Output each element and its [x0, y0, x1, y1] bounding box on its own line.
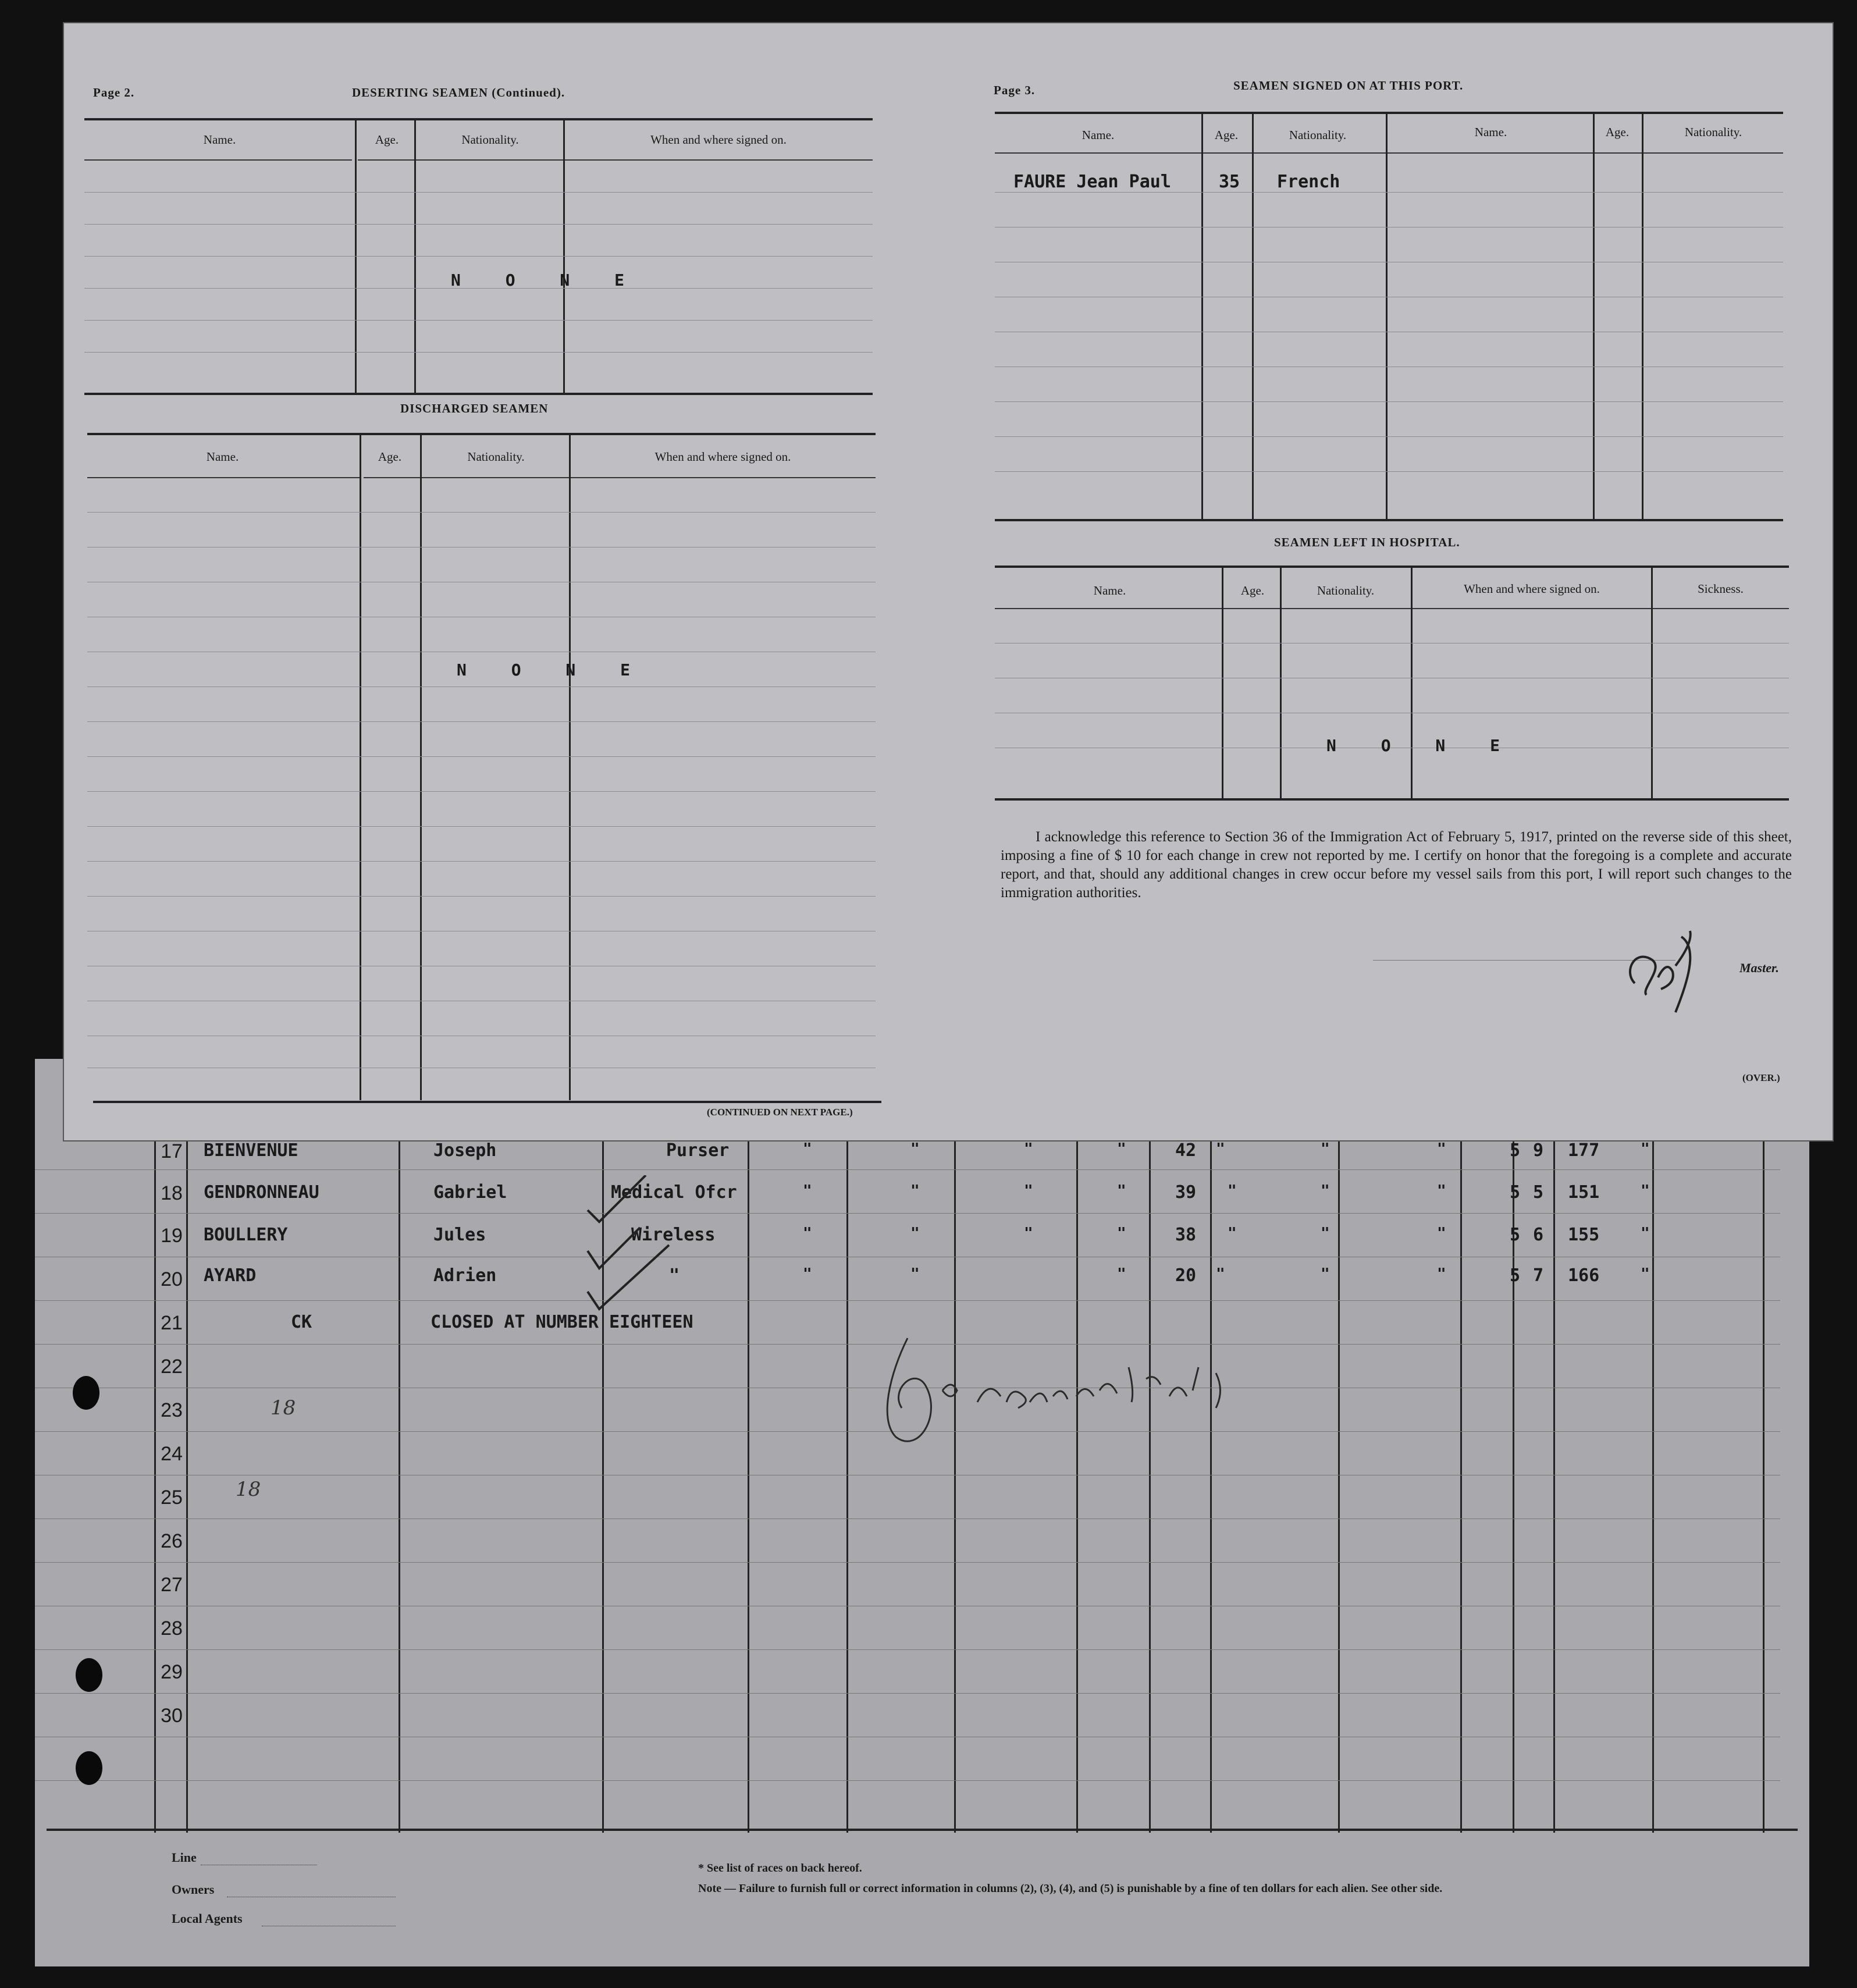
column-rule: [1652, 1059, 1654, 1833]
ditto-mark: ": [1641, 1140, 1650, 1158]
column-rule: [846, 1059, 848, 1833]
row-number: 26: [161, 1530, 183, 1552]
ditto-mark: ": [1216, 1140, 1225, 1158]
inspector-signature: [855, 1303, 1292, 1454]
binder-hole: [76, 1751, 102, 1785]
signed-on-nationality: French: [1277, 172, 1340, 192]
ditto-mark: ": [1117, 1265, 1126, 1283]
ditto-mark: ": [1641, 1182, 1650, 1200]
line-label: Line: [172, 1850, 197, 1865]
row-number: 18: [161, 1182, 183, 1204]
column-rule: [1763, 1059, 1764, 1833]
ditto-mark: ": [803, 1182, 812, 1200]
check-marks: [576, 1175, 721, 1315]
col-header-nationality: Nationality.: [1317, 584, 1375, 598]
given-name-cell: Adrien: [433, 1265, 497, 1286]
col-header-age-2: Age.: [1605, 125, 1630, 139]
col-header-signed-on: When and where signed on.: [654, 450, 791, 464]
ditto-mark: ": [910, 1225, 920, 1242]
age-cell: 39: [1175, 1182, 1197, 1203]
column-rule: [1460, 1059, 1462, 1833]
col-header-name: Name.: [203, 133, 236, 147]
height-inches-cell: 9: [1533, 1140, 1544, 1161]
ditto-mark: ": [1321, 1265, 1330, 1283]
closed-mark: CK: [291, 1312, 312, 1332]
discharged-none: N O N E: [457, 660, 648, 680]
given-name-cell: Gabriel: [433, 1182, 507, 1203]
row-number: 24: [161, 1443, 183, 1465]
ditto-mark: ": [1117, 1182, 1126, 1200]
height-feet-cell: 5: [1510, 1225, 1521, 1245]
ditto-mark: ": [1228, 1182, 1237, 1200]
ditto-mark: ": [910, 1265, 920, 1283]
col-header-name: Name.: [206, 450, 239, 464]
ditto-mark: ": [1024, 1225, 1033, 1242]
discharged-seamen-title: DISCHARGED SEAMEN: [400, 401, 549, 415]
deserting-none: N O N E: [451, 271, 642, 290]
col-header-name: Name.: [1093, 584, 1126, 598]
row-number: 21: [161, 1312, 183, 1334]
height-inches-cell: 6: [1533, 1225, 1544, 1245]
row-number: 28: [161, 1617, 183, 1640]
age-cell: 38: [1175, 1225, 1197, 1245]
col-header-age: Age.: [1240, 584, 1265, 598]
column-rule: [1338, 1059, 1340, 1833]
position-cell: Purser: [666, 1140, 730, 1161]
local-agents-label: Local Agents: [172, 1911, 243, 1926]
col-header-age: Age.: [375, 133, 399, 147]
surname-cell: BIENVENUE: [204, 1140, 298, 1161]
column-rule: [399, 1059, 400, 1833]
row-number: 27: [161, 1574, 183, 1596]
closed-note: CLOSED AT NUMBER EIGHTEEN: [431, 1312, 693, 1332]
height-feet-cell: 5: [1510, 1140, 1521, 1161]
position-cell: ": [669, 1265, 680, 1286]
ditto-mark: ": [1321, 1182, 1330, 1200]
col-header-nationality: Nationality.: [467, 450, 525, 464]
row-number: 29: [161, 1661, 183, 1683]
ditto-mark: ": [1321, 1225, 1330, 1242]
ditto-mark: ": [803, 1225, 812, 1242]
row-number: 17: [161, 1140, 183, 1162]
margin-note: 18: [271, 1396, 296, 1420]
column-rule: [1553, 1059, 1555, 1833]
binder-hole: [73, 1376, 99, 1410]
position-cell: Medical Ofcr: [611, 1182, 737, 1203]
height-inches-cell: 5: [1533, 1182, 1544, 1203]
position-cell: Wireless: [631, 1225, 716, 1245]
weight-cell: 166: [1568, 1265, 1600, 1286]
races-note: * See list of races on back hereof.: [698, 1862, 862, 1875]
ditto-mark: ": [1228, 1225, 1237, 1242]
ditto-mark: ": [1437, 1182, 1446, 1200]
ditto-mark: ": [1117, 1225, 1126, 1242]
row-number: 19: [161, 1225, 183, 1247]
weight-cell: 155: [1568, 1225, 1600, 1245]
ditto-mark: ": [910, 1182, 920, 1200]
ditto-mark: ": [1024, 1182, 1033, 1200]
page-3-label: Page 3.: [994, 83, 1036, 97]
signed-on-age: 35: [1219, 172, 1240, 192]
row-number: 25: [161, 1486, 183, 1509]
col-header-name-2: Name.: [1474, 125, 1507, 139]
manifest-overlay-sheet: [64, 23, 1833, 1140]
ditto-mark: ": [1117, 1140, 1126, 1158]
given-name-cell: Joseph: [433, 1140, 497, 1161]
binder-hole: [76, 1658, 102, 1692]
crew-list-sheet: [35, 1059, 1809, 1966]
height-feet-cell: 5: [1510, 1182, 1521, 1203]
given-name-cell: Jules: [433, 1225, 486, 1245]
surname-cell: GENDRONNEAU: [204, 1182, 319, 1203]
height-inches-cell: 7: [1533, 1265, 1544, 1286]
deserting-seamen-title: DESERTING SEAMEN (Continued).: [352, 86, 565, 99]
over-note: (OVER.): [1742, 1072, 1780, 1083]
col-header-nationality: Nationality.: [1289, 128, 1347, 142]
col-header-nationality: Nationality.: [461, 133, 519, 147]
row-number: 20: [161, 1268, 183, 1290]
ditto-mark: ": [1437, 1140, 1446, 1158]
owners-label: Owners: [172, 1882, 215, 1897]
col-header-signed-on: When and where signed on.: [650, 133, 787, 147]
age-cell: 20: [1175, 1265, 1197, 1286]
row-number: 30: [161, 1705, 183, 1727]
row-number: 23: [161, 1399, 183, 1421]
master-signature: [1611, 913, 1728, 1030]
hospital-none: N O N E: [1326, 736, 1518, 755]
ditto-mark: ": [1024, 1140, 1033, 1158]
col-header-age: Age.: [378, 450, 402, 464]
ditto-mark: ": [1321, 1140, 1330, 1158]
row-number: 22: [161, 1356, 183, 1378]
page-2-label: Page 2.: [93, 86, 135, 99]
signed-on-title: SEAMEN SIGNED ON AT THIS PORT.: [1233, 79, 1464, 93]
ditto-mark: ": [1437, 1225, 1446, 1242]
weight-cell: 177: [1568, 1140, 1600, 1161]
weight-cell: 151: [1568, 1182, 1600, 1203]
signed-on-name: FAURE Jean Paul: [1013, 172, 1171, 192]
continued-note: (CONTINUED ON NEXT PAGE.): [707, 1107, 853, 1118]
ditto-mark: ": [803, 1265, 812, 1283]
col-header-name: Name.: [1082, 128, 1115, 142]
ditto-mark: ": [1641, 1225, 1650, 1242]
col-header-nationality-2: Nationality.: [1684, 125, 1742, 139]
col-header-signed-on: When and where signed on.: [1464, 582, 1600, 596]
surname-cell: AYARD: [204, 1265, 257, 1286]
ditto-mark: ": [1437, 1265, 1446, 1283]
col-header-sickness: Sickness.: [1698, 582, 1744, 596]
surname-cell: BOULLERY: [204, 1225, 288, 1245]
ditto-mark: ": [910, 1140, 920, 1158]
certification-text: I acknowledge this reference to Section 36 of the Immigration Act of February 5, 1917, printed on the reverse side of this sheet, imposing a fine of $ 10 for each change in crew not reported by me. I certify on honor that the foregoing is a complete and accurate report, and that, should any additional changes in crew occur before my vessel sails from this port, I will report such changes to the immigration authorities.: [1001, 829, 1792, 901]
column-rule: [1513, 1059, 1514, 1833]
master-label: Master.: [1739, 961, 1779, 975]
ditto-mark: ": [1641, 1265, 1650, 1283]
column-rule: [748, 1059, 749, 1833]
ditto-mark: ": [1216, 1265, 1225, 1283]
height-feet-cell: 5: [1510, 1265, 1521, 1286]
rule: [84, 118, 873, 120]
col-header-age: Age.: [1214, 128, 1239, 142]
ditto-mark: ": [803, 1140, 812, 1158]
age-cell: 42: [1175, 1140, 1197, 1161]
penalty-note: Note — Failure to furnish full or correct information in columns (2), (3), (4), and (5) is punishable by a fine of ten dollars for each alien. See other side.: [698, 1882, 1443, 1895]
margin-note: 18: [236, 1478, 261, 1501]
hospital-title: SEAMEN LEFT IN HOSPITAL.: [1274, 535, 1460, 549]
